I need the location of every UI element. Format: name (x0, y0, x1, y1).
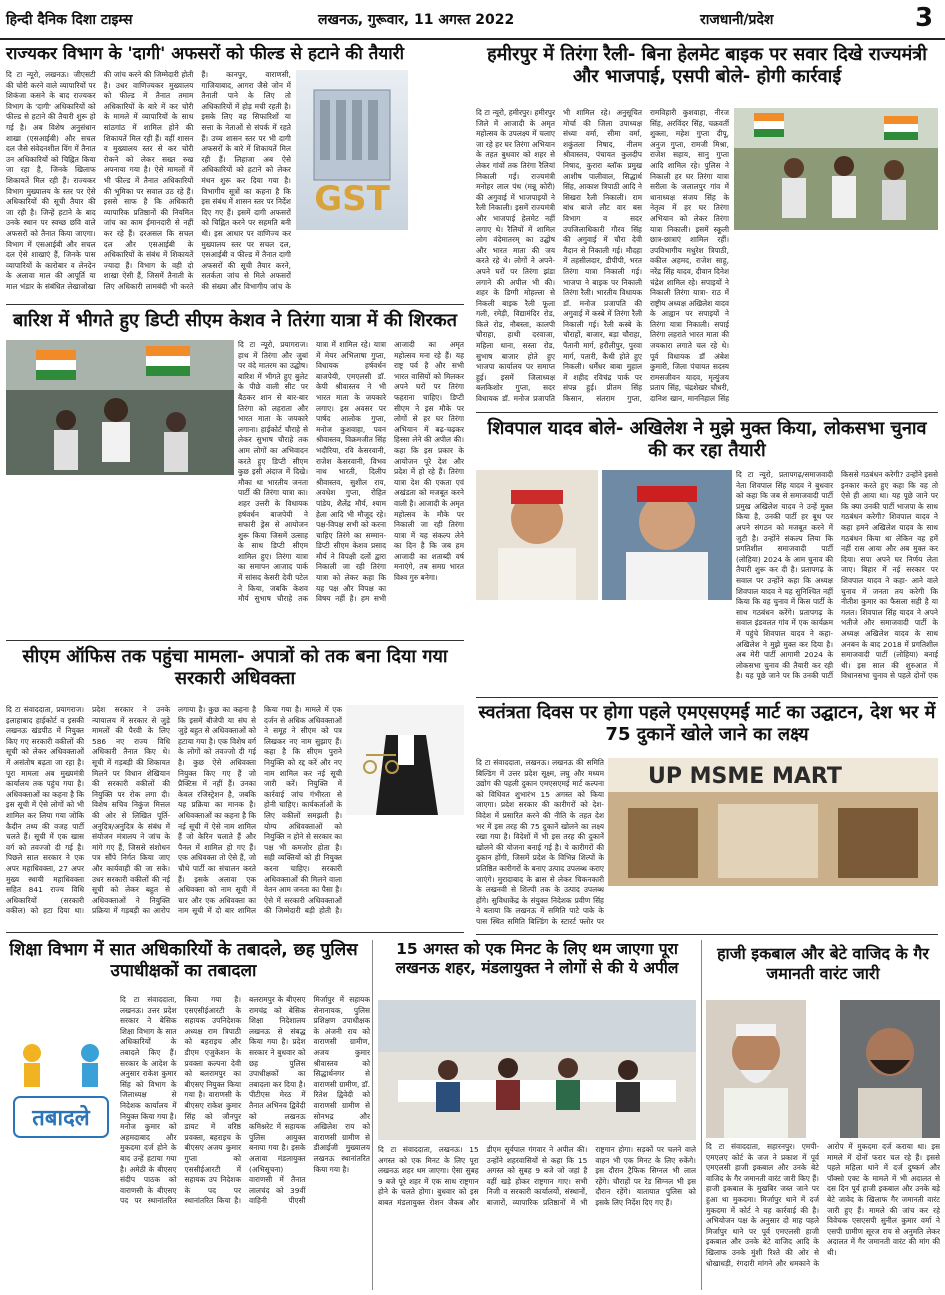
keshav-body: दि टा न्यूरो, प्रयागराज। हाथ में तिरंगा और जुबां पर वंदे मातरम का उद्घोष। बारिश में भीगते हुए बुलेट के पीछे वाली सीट पर बैठकर शान से बार-बार तिरंगा को लहराता और भारत माता के जयकारे लगाना। हाईकोर्ट चौराहे से लेकर सुभाष चौराहे तक आम लोगों का अभिवादन करते हुए डिप्टी सीएम कुछ इसी अंदाज में दिखे। मौका था भारतीय जनता पार्टी की तिरंगा यात्रा का। शहर उत्तरी के विधायक हर्षवर्धन बाजपेयी ने सफारी ड्रेस से आयोजन शुरू किया जिसमें उत्साह के साथ डिप्टी सीएम शामिल हुए। तिरंगा यात्रा का समापन आजाद पार्क में सांसद केसरी देवी पटेल ने किया, जबकि केशव मौर्य सुभाष चौराहे तक यात्रा में शामिल रहे। यात्रा में मेयर अभिलाषा गुप्ता, विधायक हर्षवर्धन बाजपेयी, एमएलसी डॉ. केपी श्रीवास्तव ने भी भारत माता के जयकारे लगाए। इस अवसर पर पार्षद आलोक गुप्ता, मनोज कुशवाहा, पवन श्रीवास्तव, विक्रमजीत सिंह भदौरिया, रवि केसरवानी, राजेश केसरवानी, विभव नाथ भारती, दिलीप श्रीवास्तव, सुशील राय, अवधेश गुप्ता, रोहित पांडेय, शैलेंद्र मौर्य, श्याम हेला आदि भी मौजूद रहे। पक्ष-विपक्ष सभी को करना चाहिए तिरंगे का सम्मान- डिप्टी सीएम केशव प्रसाद मौर्य ने विपक्षी दलों द्वारा निकाली जा रही तिरंगा यात्रा को लेकर कहा कि यह पक्ष और विपक्ष का विषय नहीं है। हम सभी आजादी का अमृत महोत्सव मना रहे हैं। यह राष्ट्र पर्व है और सभी भारत वासियों को मिलकर अपने घरों पर तिरंगा फहराना चाहिए। डिप्टी सीएम ने इस मौके पर लोगों से हर घर तिरंगा अभियान में बढ़-चढ़कर हिस्सा लेने की अपील की। कहा कि इस प्रकार के आयोजन पूरे देश और प्रदेश में हो रहे हैं। तिरंगा यात्रा देश की एकता एवं अखंडता को मजबूत करने वाली है। आजादी के अमृत महोत्सव के मौके पर निकाली जा रही तिरंगा यात्रा में यह संकल्प लेने का दिन है कि जब हम आजादी का शताब्दी वर्ष मनाएंगे, तब समग्र भारत विश्व गुरु बनेगा। (238, 340, 464, 604)
divider (372, 940, 373, 1290)
shivpal-body: दि टा न्यूरो, प्रतापगढ़/समाजवादी नेता शिवपाल सिंह यादव ने बुधवार को कहा कि जब से समाजवादी पार्टी प्रमुख अखिलेश यादव ने उन्हें मुक्त किया है, उनकी पार्टी हर बूथ पर अपने संगठन को मजबूत करने में जुटी है। उन्होंने संकल्प लिया कि प्रगतिशील समाजवादी पार्टी (लोहिया) 2024 के आम चुनाव की तैयारी शुरू कर दी है। प्रतापगढ़ के सवाल पर उन्होंने कहा कि अध्यक्ष शिवपाल यादव ने यह सुनिश्चित नहीं किया कि वह चुनाव में किस पार्टी के साथ गठबंधन करेंगे। प्रतापगढ़ के सवाल इंडवलत गांव में एक कार्यक्रम में पहुंचे शिवपाल यादव ने कहा- अखिलेश ने मुझे मुक्त कर दिया है। अब मेरी पार्टी आगामी 2024 के लोकसभा चुनाव की तैयारी कर रही है। यह पूछे जाने पर कि उनकी पार्टी किससे गठबंधन करेगी? उन्होंने इससे इनकार करते हुए कहा कि वह तो ऐसे ही आया था। यह पूछे जाने पर कि क्या उनकी पार्टी भाजपा के साथ गठबंधन करेगी? शिवपाल यादव ने कहा हमने अखिलेश यादव के साथ गठबंधन किया था लेकिन वह हमें नहीं रास आया और अब मुक्त कर दिया। सपा अपने घर निर्णय लेता जाए। बिहार में नई सरकार पर शिवपाल यादव ने कहा- आने वाले चुनाव में जनता तय करेगी कि नीतीश कुमार का फैसला सही है या गलत। शिवपाल सिंह यादव ने अपने भतीजे और समाजवादी पार्टी के अध्यक्ष अखिलेश यादव के साथ अनबन के बाद 2018 में प्रगतिशील समाजवादी पार्टी (लोहिया) बनाई थी। इस साल की शुरुआत में विधानसभा चुनाव से पहले दोनों एक (736, 470, 938, 681)
august15-headline: 15 अगस्त को एक मिनट के लिए थम जाएगा पूरा लखनऊ शहर, मंडलायुक्त ने लोगों से की ये अपील (395, 940, 679, 977)
akhilesh-photo (602, 470, 732, 600)
keshav-body-continued (6, 480, 234, 625)
page-number: 3 (906, 2, 942, 38)
msme-body: दि टा संवाददाता, लखनऊ। लखनऊ की समिति बिल्डिंग में उत्तर प्रदेश सूक्ष्म, लघु और मध्यम उद्योग की पहली दुकान एमएसएमई मार्ट कल्पना को विधिवत शुभारंभ 15 अगस्त को किया जाएगा। प्रदेश सरकार की कारीगरों को देश-विदेश में प्रसारित करने की नीति के तहत देश भर में इस तरह की 75 दुकानें खोलने का लक्ष्य रखा गया है। विदेशों में भी इस तरह की दुकानें खोलने की योजना बनाई गई है। ये कारीगरों की दुकान होंगी, जिसमें प्रदेश के विभिन्न शिल्पों के प्रतिष्ठित कारीगरों के बनाए उत्पाद उपलब्ध कराए जाएंगे। मुरादाबाद के ब्रास से लेकर चिकनकारी के लखनवी से शिल्पी तक के उत्पाद उपलब्ध होंगे। सुविधाकेंद्र के संयुक्त निदेशक प्रवीण सिंह ने बताया कि लखनऊ में समिति पाटे पाके के पास स्थित समिति बिल्डिंग के स्टारर्ट फ्लोर पर (476, 758, 604, 926)
shiksha-headline: शिक्षा विभाग में सात अधिकारियों के तबादले, छह पुलिस उपाधीक्षकों का तबादला (9, 940, 358, 981)
shivpal-headline: शिवपाल यादव बोले- अखिलेश ने मुझे मुक्त किया, लोकसभा चुनाव की कर रहा तैयारी (487, 418, 927, 461)
august15-body: दि टा संवाददाता, लखनऊ। 15 अगस्त को एक मिनट के लिए पूरा लखनऊ शहर थम जाएगा। ऐसा सुबह 9 बजे पूरे शहर में एक साथ राष्ट्रगान होने के चलते होगा। बुधवार को इस बाबत मंडलायुक्त रोशन जैकब और डीएम सूर्यपाल गंगवार ने अपील की। उन्होंने शहरवासियों से कहा कि 15 अगस्त को सुबह 9 बजे जो जहां है वहीं खड़े होकर राष्ट्रगान गाए। सभी निजी व सरकारी कार्यालयों, संस्थानों, बाजारों, व्यापारिक प्रतिष्ठानों में भी राष्ट्रगान होगा। सड़कों पर चलने वाले वाहन भी एक मिनट के लिए रुकेंगे। इस दौरान ट्रैफिक सिग्नल भी लाल रहेंगे। चौराहों पर रेड सिग्नल भी इस दौरान रहेंगे। यातायात पुलिस को इसके लिए निर्देश दिए गए हैं। (378, 1145, 696, 1207)
lawyer-photo (346, 705, 464, 815)
divider (6, 304, 464, 305)
transfer-image-text: तबादले (32, 1106, 90, 1131)
gst-body-side (412, 70, 464, 230)
section-name: राजधानी/प्रदेश (700, 12, 774, 28)
divider (6, 932, 464, 933)
hamirpur-body-continued (734, 236, 938, 408)
divider (476, 934, 938, 935)
hamirpur-body: दि टा न्यूरो, हमीरपुर। हमीरपुर जिले में आजादी के अमृत महोत्सव के उपलक्ष्य में चलाए जा रहे हर घर तिरंगा अभियान के तहत बुधवार को शहर से लेकर गांवों तक तिरंगा रैलियां निकाली गईं। राज्यमंत्री मनोहर लाल पंथ (मन्नू कोरी) की अगुवाई में भाजपाइयों ने रैली निकाली। इसमें राज्यमंत्री और भाजपाई हेलमेट नहीं लगाए थे। रैलियों में शामिल लोग वंदेमातरम् का उद्घोष और भारत माता की जय करते रहे थे। लोगों ने अपने-अपने घरों पर तिरंगा झंडा लगाने की अपील भी की। शहर के डिग्गी मोहल्ला से निकली बाइक रैली फूला गली, रमेड़ी, विद्यामंदिर रोड, किले रोड, नौबस्ता, कालपी चौराहा, हाथी दरवाजा, महिला थाना, सस्ता रोड, सुभाष बाजार होते हुए भाजपा कार्यालय पर समाप्त हुई। इसमें जिलाध्यक्ष बलकिशोर गुप्ता, सदर विधायक डॉ. मनोज प्रजापति भी शामिल रहे। अनुसूचित मोर्चा की जिला उपाध्यक्ष संध्या वर्मा, सीमा वर्मा, शकुंतला निषाद, नीलम श्रीवास्तव, पंचायत कुलदीप निषाद, कुरारा ब्लॉक प्रमुख आशीष पालीवाल, सिद्धार्थ सिंह, आकाश त्रिपाठी आदि ने सिखरा रैली निकाली। राम बांध बाजे लौट वार बस विभाग व सदर उपजिलाधिकारी गौरव सिंह की अगुवाई में चौरा देवी मैदान से निकाली गई। मौदहा में तहसीलदार, डीपीपी, भरत तिरंगा यात्रा निकाली गई। भाजपा ने बाइक पर निकाली तिरंगा रैली। भारतीय विधायक डॉ. मनोज प्रजापति की अगुवाई में कस्बे में तिरंगा रैली निकाली गई। रैली कस्बे के चौराहों, बाजार, बड़ा चौराहा, पैतानी मार्ग, हरौलीपुर, पुरवा मार्ग, पतारी, कैथी होते हुए निकली। धर्मेंधर बाबा मुहाल में शहीद रविचंद्र पार्क पर संपन्न हुई। प्रीतम सिंह किसान, संतराम गुप्ता, रामविहारी कुशवाहा, नीरज सिंह, अरविंदर सिंह, चक्रवर्ती शुक्ला, महेश गुप्ता दीपू, अनुज गुप्ता, रामजी मिश्रा, राजेश सहाय, सानु गुप्ता आदि शामिल रहे। पुलिस ने निकाली हर घर तिरंगा यात्रा सरीला के जलालपुर गांव में थानाध्यक्ष संजय सिंह के नेतृत्व में हर घर तिरंगा अभियान को लेकर तिरंगा यात्रा निकाली। इसमें स्कूली छात्र-छात्राएं शामिल रहीं। उपविभागीय मधुरेश त्रिपाठी, वकील अहमद, राजेश साहू, नरेंद्र सिंह यादव, दीवान दिनेश चंद्रेश शामिल रहे। सपाइयों ने निकाली तिरंगा यात्रा- राठ में राष्ट्रीय अध्यक्ष अखिलेश यादव के आह्वान पर सपाइयों ने तिरंगा यात्रा निकाली। सपाई तिरंगा लहराते भारत माता की जयकारा लगाते चल रहे थे। पूर्व विधायक डॉ अंबेश कुमारी, जिला पंचायत सदस्य रामसजीवन यादव, मृत्युंजय प्रताप सिंह, चंद्रशेखर चौधरी, दानिश खान, माननिहाल सिंह (476, 108, 729, 404)
cmoffice-body: दि टा संवाददाता, प्रयागराज। इलाहाबाद हाईकोर्ट व इसकी लखनऊ खंडपीठ में नियुक्त किए गए सरकारी वकीलों की सूची को लेकर अधिवक्ताओं में असंतोष बढ़ता जा रहा है। पूरा मामला अब मुख्यमंत्री कार्यालय तक पहुंच गया है। अधिवक्ताओं का कहना है कि इस सूची में ऐसे लोगों को भी शामिल कर लिया गया जोकि कैदीन तथ्य की वजह पार्टी चलते हैं। सूची में एक खास वर्ग को तवज्जो दी गई है। पिछले साल सरकार ने एक अपर महाधिवक्ता, 27 अपर मुख्य स्थायी महाधिवक्ता सहित 841 राज्य विधि अधिकारियों (सरकारी वकील) को हटा दिया था। प्रदेश सरकार ने उनके न्यायालय में सरकार से जुड़े मामलों की पैरवी के लिए 586 नए राज्य विधि अधिकारी तैनात किए थे। सूची में गड़बड़ी की शिकायत मिलने पर विधान शेखियान की सरकारी वकीलों की नियुक्ति पर रोक लगा दी। विशेष सचिव निकुंज मित्तल की ओर से लिखित पूर्ति- अनुदित्र/अनुदित्र के संबंध में संयोजन मंत्रालय ने जांच के मांगे गए हैं, जिससे संशोधन पत्र सौंपे निर्गत किया जाए और कार्यवाही की जा सके। उधर सरकारी वकीलों की नई सूची को लेकर बहुत से अधिवक्ताओं ने नियुक्ति प्रक्रिया में गड़बड़ी का आरोप लगाया है। कुछ का कहना है कि इसमें बीजेपी या संघ से जुड़े बहुत से अधिवक्ताओं को हटाया गया है। एक विशेष वर्ग के लोगों को तवज्जो दी गई है। कुछ ऐसे अधिवक्ता नियुक्त किए गए हैं जो प्रैक्टिस में नहीं हैं। उनका केवल रजिस्ट्रेशन है, जबकि यह प्रक्रिया का मानक है। अधिवक्ताओं का कहना है कि नई सूची में ऐसे नाम शामिल हैं जो केरिन चलाते हैं और पैनल में शामिल हो गए हैं। एक अधिवक्ता तो ऐसे हैं, जो चौथे पार्टी का संचालन करते हैं। इसके अलावा एक अधिवक्ता को नाम सूची में चार और एक अधिवक्ता का नाम सूची में दो बार शामिल किया गया है। मामले में एक दर्जन से अधिक अधिवक्ताओं ने समूह ने सीएम को पत्र लिखकर नए नाम सुझाए हैं। कहा है कि सीएम पुराने नियुक्ति को रद्द करें और नए नाम शामिल कर नई सूची जारी करें। नियुक्ति में कार्रवाई जांच गंभीरता से होनी चाहिए। कार्यकर्ताओं के लिए वकीलों समझती है। योग्य अधिवक्ताओं को नियुक्ति न होने से सरकार का पक्ष भी कमजोर होता है। सही व्यक्तियों को ही नियुक्त करना चाहिए। सरकारी अधिवक्ताओं की मिलने वाला वेतन आम जनता का पैसा है। ऐसे में सरकारी अधिवक्ताओं की जिम्मेदारी बड़ी होती है। (6, 705, 342, 916)
gst-body: दि टा न्यूरो, लखनऊ। जीएसटी की चोरी करने वाले व्यापारियों पर शिकंजा कसने के बाद राज्यकर विभाग के 'दागी' अधिकारियों को फील्ड से हटाने की तैयारी शुरू हो गई है। अब विशेष अनुसंधान शाखा (एसआईबी) और सचल दल जैसे संवेदनशील विंग में तैनात उन अधिकारियों को चिह्नित किया जा रहा है, जिनके खिलाफ शिकायतें मिल रही हैं। राज्यकर विभाग मुख्यालय के स्तर पर ऐसे अधिकारियों की सूची तैयार की जा रही है। जिन्हें हटाने के बाद उनके स्थान पर स्वच्छ छवि वाले अफसरों को तैनात किया जाएगा। विभाग में एसआईबी और सचल दल ऐसे शाखाएं हैं, जिनके पास व्यापारियों के कारोबार व लेनदेन के अलावा माल की आपूर्ति या माल भंडार के संबंधित लेखाजोखा की जांच करने की जिम्मेदारी होती है। उधर वाणिज्यकर मुख्यालय को फील्ड में तैनात तमाम अधिकारियों के बारे में कर चोरी के मामले में व्यापारियों के साथ सांठगांठ में शामिल होने की शिकायतें मिल रही हैं। वहीं शासन व मुख्यालय स्तर से कर चोरी रोकने को लेकर सख्त रुख अपनाया गया है। ऐसे मामलों में भी फील्ड में तैनात अधिकारियों की भूमिका पर सवाल उठ रहे हैं। इससे साफ है कि अधिकारी व्यापारिक प्रतिष्ठानों की नियमित जांच का काम ईमानदारी से नहीं कर रहे हैं। दरअसल कि सचल दल और एसआईबी के अधिकारियों के संबंध में शिकायतें ज्यादा हैं। विभाग के वही दो शाखा ऐसी हैं, जिसमें तैनाती के लिए अधिकारी लामबंदी भी करते हैं। कानपुर, वाराणसी, गाजियाबाद, आगरा जैसे जोन में तैनाती पाने के लिए तो अधिकारियों में होड़ मची रहती है। इसके लिए वह सिफारिशों या सत्ता के नेताओं से संपर्क में रहते हैं। उच्च शासन स्तर पर भी दागी अफसरों के बारे में शिकायतें मिल रही हैं। लिहाजा अब ऐसे अधिकारियों को हटाने को लेकर मंथन शुरू कर दिया गया है। विभागीय सूत्रों का कहना है कि इस संबंध में शासन स्तर पर निर्देश दिए गए हैं। इसमें दागी अफसरों को चिह्नित करने पर सहमति बनी थी। इस आधार पर वाणिज्य कर मुख्यालय स्तर पर सचल दल, एसआईबी व फील्ड में तैनात दागी अफसरों की सूची तैयार करने, सतर्कता जांच से मिले अफसरों की संख्या और विभागीय जांच के (6, 70, 291, 291)
shiksha-body-continued (6, 1158, 116, 1290)
gst-image-label: GST (314, 179, 390, 219)
divider (476, 412, 938, 413)
keshav-headline: बारिश में भीगते हुए डिप्टी सीएम केशव ने तिरंगा यात्रा में की शिरकत (12, 310, 458, 331)
shivpal-body-continued (476, 604, 732, 692)
gst-illustration (296, 70, 408, 230)
transfer-illustration (6, 1035, 116, 1153)
divider (701, 940, 702, 1290)
shiksha-body: दि टा संवाददाता, लखनऊ। उत्तर प्रदेश सरकार ने बेसिक शिक्षा विभाग के सात अधिकारियों के तबादले किए हैं। सरकार के आदेश के अनुसार राकेश कुमार सिंह को विभाग के जिलाध्यक्ष से निदेशक कार्यालय में नियुक्त किया गया है। मनोज कुमार को अहमदाबाद और मुकदमा दर्ज होने के बाद उन्हें हटाया गया है। अमेठी के बीएसए संदीप पाठक को वाराणसी के बीएसए पद पर स्थानांतरित किया गया है। एसएसीईआरटी के सहायक उपनिदेशक अध्यक्ष राम त्रिपाठी को बहराइच और डीएम एजुकेशन के प्रवक्ता कल्पना देवी को बलरामपुर का बीएसए नियुक्त किया गया है। वाराणसी के बीएसए राकेश कुमार सिंह को जौनपुर डायट में वरिष्ठ प्रवक्ता, बहराइच के बीएसए अजय कुमार गुप्ता को एससीईआरटी में सहायक उप निदेशक के पद पर स्थानांतरित किया है। बलरामपुर के बीएसए रामचंद्र को बेसिक शिक्षा निदेशालय लखनऊ से संबद्ध किया गया है। प्रदेश सरकार ने बुधवार को छह पुलिस उपाधीक्षकों का तबादला कर दिया है। पीटीएस मेरठ में तैनात अभिनव द्विवेदी को लखनऊ कमिश्नरेट में सहायक पुलिस आयुक्त बनाया गया है। इसके अलावा मंडलायुक्त (अभिसूचना) वाराणसी में तैनात लालचंद को 39वीं वाहिनी पीएसी मिर्जापुर में सहायक सेनानायक, पुलिस प्रशिक्षण उपाधीक्षक के अंजनी राय को वाराणसी ग्रामीण, अजय कुमार श्रीवास्तव को सिद्धार्थनगर से वाराणसी ग्रामीण, डॉ. रितेश द्विवेदी को वाराणसी ग्रामीण से सोनभद्र और अखिलेश राय को वाराणसी ग्रामीण से डीआईजी मुख्यालय लखनऊ स्थानांतरित किया गया है। (120, 995, 370, 1206)
haji-iqbal-photo (706, 1000, 806, 1138)
msme-sign-text: UP MSME MART (648, 764, 842, 789)
meeting-photo (378, 1000, 696, 1140)
dateline: लखनऊ, गुरूवार, 11 अगस्त 2022 (318, 12, 515, 28)
msme-headline: स्वतंत्रता दिवस पर होगा पहले एमएसएमई मार्ट का उद्घाटन, देश भर में 75 दुकानें खोले जाने का लक्ष्य (478, 702, 936, 745)
divider (476, 697, 938, 698)
cmoffice-headline: सीएम ऑफिस तक पहुंचा मामला- अपात्रों को तक बना दिया गया सरकारी अधिवक्ता (22, 646, 448, 689)
paper-name: हिन्दी दैनिक दिशा टाइम्स (6, 12, 133, 28)
hamirpur-headline: हमीरपुर में तिरंगा रैली- बिना हेलमेट बाइक पर सवार दिखे राज्यमंत्री और भाजपाई, एसपी बोले- होगी कार्रवाई (487, 44, 927, 87)
wajid-photo (840, 1000, 940, 1138)
msme-mart-photo (608, 758, 938, 886)
divider (6, 640, 464, 641)
hamirpur-rally-photo (734, 108, 938, 230)
keshav-rain-photo (6, 340, 234, 475)
shivpal-photo (476, 470, 598, 600)
haji-body: दि टा संवाददाता, सहारनपुर। एमपी-एमएलए कोर्ट के जज ने प्रकाश में पूर्व एमएलसी हाजी इकबाल और उनके बेटे वाजिद के गैर जमानती वारंट जारी किए हैं। हाजी इकबाल के मुखबिर जब्त जाने पर हुआ था मुकदमा। मिर्जापुर थाने में दर्ज मुकदमा में कोर्ट ने यह कार्रवाई की है। अभियोजन पक्ष के अनुसार दो माह पहले मिर्जापुर थाने पर पूर्व एमएलसी हाजी इकबाल और उनके बेटे वाजिद आदि के खिलाफ उनके मुंशी रिश्ते की ओर से धोखाधड़ी, रंगदारी मांगने और धमकाने के आरोप में मुकदमा दर्ज कराया था। इस मामले में दोनों फरार चल रहे हैं। इससे पहले महिला थाने में दर्ज दुष्कर्म और पॉक्सो एक्ट के मामले में भी अदालत से दस दिन पूर्व हाजी इकबाल और उनके बड़े बेटे जावेद के खिलाफ गैर जमानती वारंट जारी हुए हैं। मामले की जांच कर रहे विवेचक एसएसपी सुनील कुमार वर्मा ने एसपी ग्रामीण सूरज राय से अनुमति लेकर अदालत में गैर जमानती वारंट की मांग की थी। (706, 1142, 940, 1268)
msme-body-continued (608, 890, 938, 930)
haji-headline: हाजी इकबाल और बेटे वाजिद के गैर जमानती वारंट जारी (717, 944, 929, 983)
gst-headline: राज्यकर विभाग के 'दागी' अफसरों को फील्ड से हटाने की तैयारी (6, 44, 404, 64)
masthead-strip (0, 0, 945, 40)
cmoffice-body-side (346, 820, 464, 925)
